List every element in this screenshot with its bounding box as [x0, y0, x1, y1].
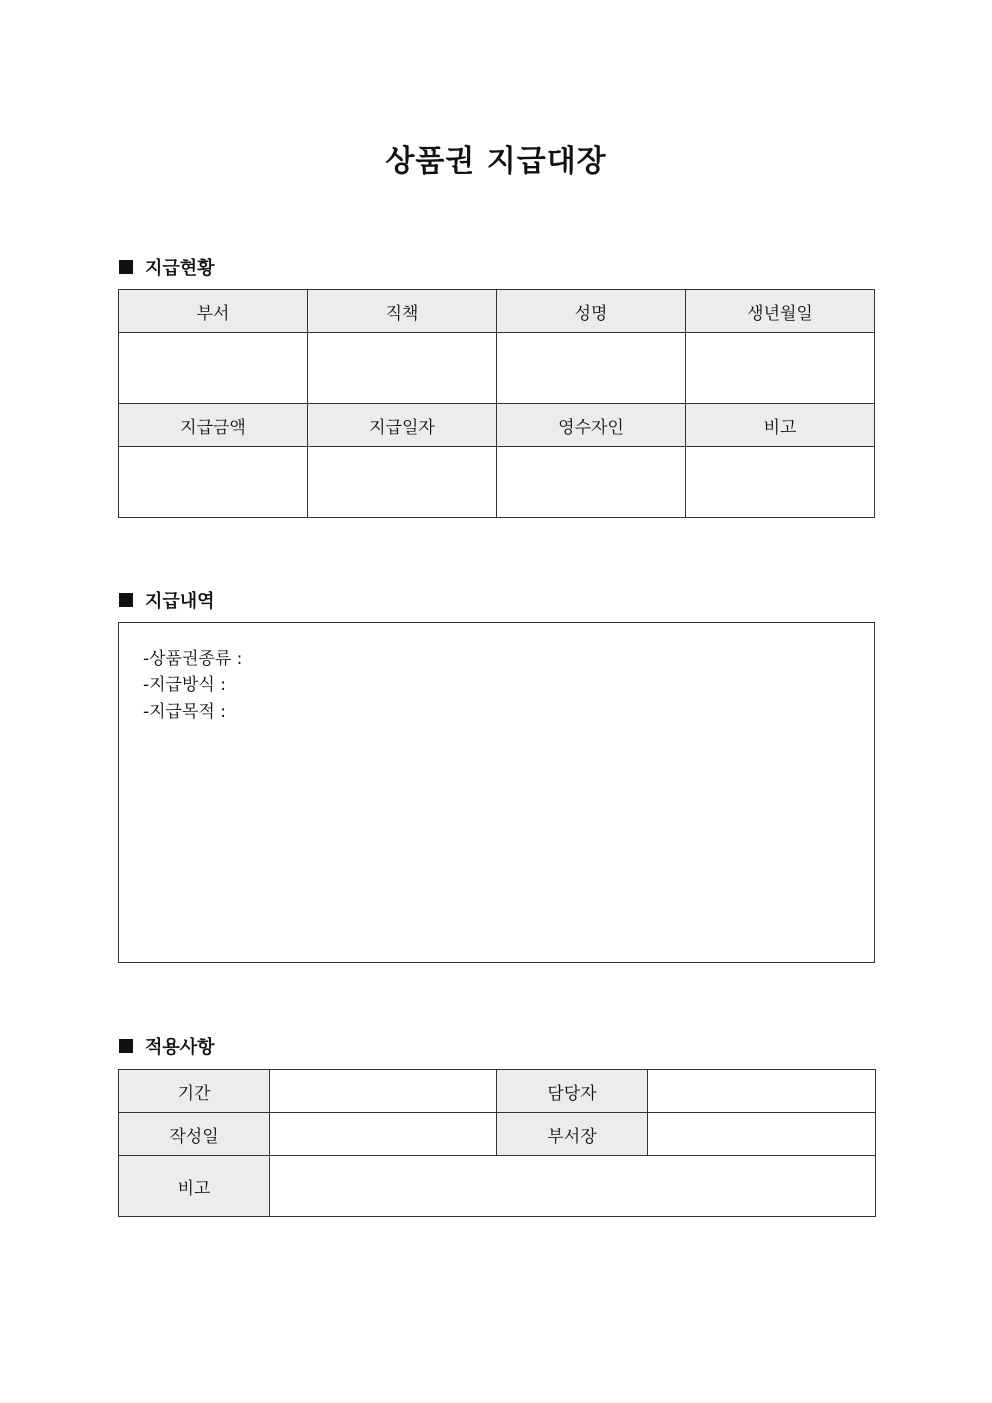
value-cell-birthdate[interactable]	[686, 333, 875, 404]
header-cell-pay-date: 지급일자	[308, 404, 497, 447]
value-cell-position[interactable]	[308, 333, 497, 404]
header-cell-remarks: 비고	[686, 404, 875, 447]
header-cell-name: 성명	[497, 290, 686, 333]
apply-heading-text: 적용사항	[145, 1037, 215, 1058]
status-heading-text: 지급현황	[145, 258, 215, 279]
value-cell-amount[interactable]	[119, 447, 308, 518]
apply-table	[118, 1069, 876, 1217]
label-cell-written-date: 작성일	[119, 1113, 270, 1156]
detail-line-voucher-type: -상품권종류 :	[143, 649, 243, 669]
value-cell-pay-date[interactable]	[308, 447, 497, 518]
header-cell-amount: 지급금액	[119, 404, 308, 447]
page-title: 상품권 지급대장	[385, 144, 607, 179]
detail-line-pay-purpose: -지급목적 :	[143, 702, 226, 722]
details-section-heading	[119, 587, 215, 613]
status-section-heading	[119, 254, 215, 280]
detail-line-pay-method: -지급방식 :	[143, 675, 226, 695]
label-cell-dept-head: 부서장	[497, 1113, 648, 1156]
value-cell-department[interactable]	[119, 333, 308, 404]
header-cell-birthdate: 생년월일	[686, 290, 875, 333]
value-cell-written-date[interactable]	[270, 1113, 497, 1156]
value-cell-period[interactable]	[270, 1070, 497, 1113]
value-cell-remarks[interactable]	[686, 447, 875, 518]
value-cell-dept-head[interactable]	[648, 1113, 876, 1156]
details-heading-text: 지급내역	[145, 591, 215, 612]
details-box[interactable]	[118, 622, 875, 963]
square-bullet-icon	[119, 260, 133, 274]
square-bullet-icon	[119, 1039, 133, 1053]
status-table	[118, 289, 875, 518]
value-cell-manager[interactable]	[648, 1070, 876, 1113]
label-cell-apply-remarks: 비고	[119, 1156, 270, 1217]
value-cell-apply-remarks[interactable]	[270, 1156, 876, 1217]
header-cell-department: 부서	[119, 290, 308, 333]
label-cell-manager: 담당자	[497, 1070, 648, 1113]
value-cell-name[interactable]	[497, 333, 686, 404]
header-cell-receipt-seal: 영수자인	[497, 404, 686, 447]
label-cell-period: 기간	[119, 1070, 270, 1113]
value-cell-receipt-seal[interactable]	[497, 447, 686, 518]
square-bullet-icon	[119, 593, 133, 607]
apply-section-heading	[119, 1033, 215, 1059]
header-cell-position: 직책	[308, 290, 497, 333]
